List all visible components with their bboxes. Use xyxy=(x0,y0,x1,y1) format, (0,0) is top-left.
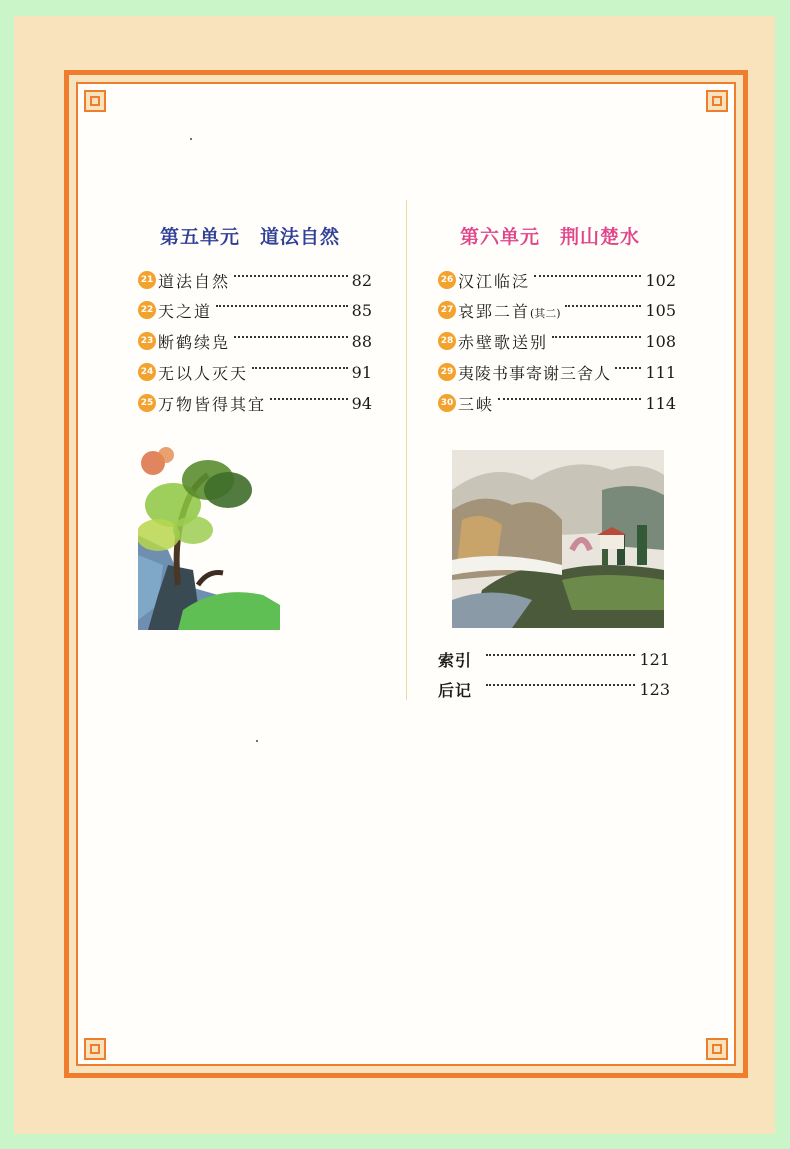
frame-corner-top-left xyxy=(84,90,106,112)
item-number-badge: 21 xyxy=(138,271,156,289)
toc-item-21[interactable] xyxy=(138,266,372,294)
leader-dots xyxy=(234,275,348,277)
frame-corner-bottom-right xyxy=(706,1038,728,1060)
toc-item-24[interactable] xyxy=(138,358,372,386)
appendix-title: 索引 xyxy=(438,650,473,670)
toc-item-29[interactable] xyxy=(438,358,676,386)
toc-item-25[interactable] xyxy=(138,389,372,417)
item-page: 105 xyxy=(645,300,676,320)
frame-corner-bottom-left xyxy=(84,1038,106,1060)
frame-corner-top-right xyxy=(706,90,728,112)
print-speck xyxy=(256,740,258,742)
landscape-illustration xyxy=(452,450,664,628)
item-number-badge: 26 xyxy=(438,271,456,289)
item-number-badge: 27 xyxy=(438,301,456,319)
item-title: 夷陵书事寄谢三舍人 xyxy=(458,363,612,383)
item-number-badge: 25 xyxy=(138,394,156,412)
item-number-badge: 23 xyxy=(138,332,156,350)
item-page: 85 xyxy=(351,300,372,320)
item-number-badge: 24 xyxy=(138,363,156,381)
item-title: 万物皆得其宜 xyxy=(158,394,267,414)
leader-dots xyxy=(270,398,348,400)
item-page: 82 xyxy=(351,270,372,290)
column-divider xyxy=(406,200,407,700)
leader-dots xyxy=(486,654,635,656)
item-title: 汉江临泛 xyxy=(458,271,531,291)
item-number-badge: 30 xyxy=(438,394,456,412)
item-number-badge: 22 xyxy=(138,301,156,319)
item-title: 断鹤续凫 xyxy=(158,332,231,352)
item-page: 108 xyxy=(645,331,676,351)
item-number-badge: 28 xyxy=(438,332,456,350)
item-page: 102 xyxy=(645,270,676,290)
appendix-title: 后记 xyxy=(438,680,473,700)
toc-item-26[interactable] xyxy=(438,266,676,294)
toc-item-22[interactable] xyxy=(138,296,372,324)
leader-dots xyxy=(615,367,641,369)
appendix-item-index[interactable] xyxy=(438,646,670,672)
item-title-wrap xyxy=(458,299,561,322)
leader-dots xyxy=(565,305,642,307)
item-page: 88 xyxy=(351,331,372,351)
item-title: 天之道 xyxy=(158,301,213,321)
item-page: 111 xyxy=(645,362,676,382)
item-title: 赤壁歌送别 xyxy=(458,332,549,352)
print-speck xyxy=(190,138,192,140)
unit6-title: 第六单元 荆山楚水 xyxy=(460,226,641,248)
item-number-badge: 29 xyxy=(438,363,456,381)
unit5-title: 第五单元 道法自然 xyxy=(160,226,341,248)
leader-dots xyxy=(486,684,635,686)
item-title: 道法自然 xyxy=(158,271,231,291)
appendix-page: 123 xyxy=(639,679,670,699)
item-title: 无以人灭天 xyxy=(158,363,249,383)
toc-item-30[interactable] xyxy=(438,389,676,417)
item-title: 三峡 xyxy=(458,394,495,414)
leader-dots xyxy=(216,305,348,307)
leader-dots xyxy=(534,275,641,277)
tree-illustration xyxy=(138,445,280,630)
appendix-item-afterword[interactable] xyxy=(438,676,670,702)
appendix-page: 121 xyxy=(639,649,670,669)
item-page: 91 xyxy=(351,362,372,382)
item-title: 哀郢二首 xyxy=(458,301,531,321)
item-page: 114 xyxy=(645,393,676,413)
leader-dots xyxy=(252,367,348,369)
item-page: 94 xyxy=(351,393,372,413)
leader-dots xyxy=(552,336,641,338)
leader-dots xyxy=(498,398,641,400)
toc-item-23[interactable] xyxy=(138,327,372,355)
leader-dots xyxy=(234,336,348,338)
item-title-note: (其二) xyxy=(530,306,561,320)
toc-item-28[interactable] xyxy=(438,327,676,355)
toc-item-27[interactable] xyxy=(438,296,676,324)
